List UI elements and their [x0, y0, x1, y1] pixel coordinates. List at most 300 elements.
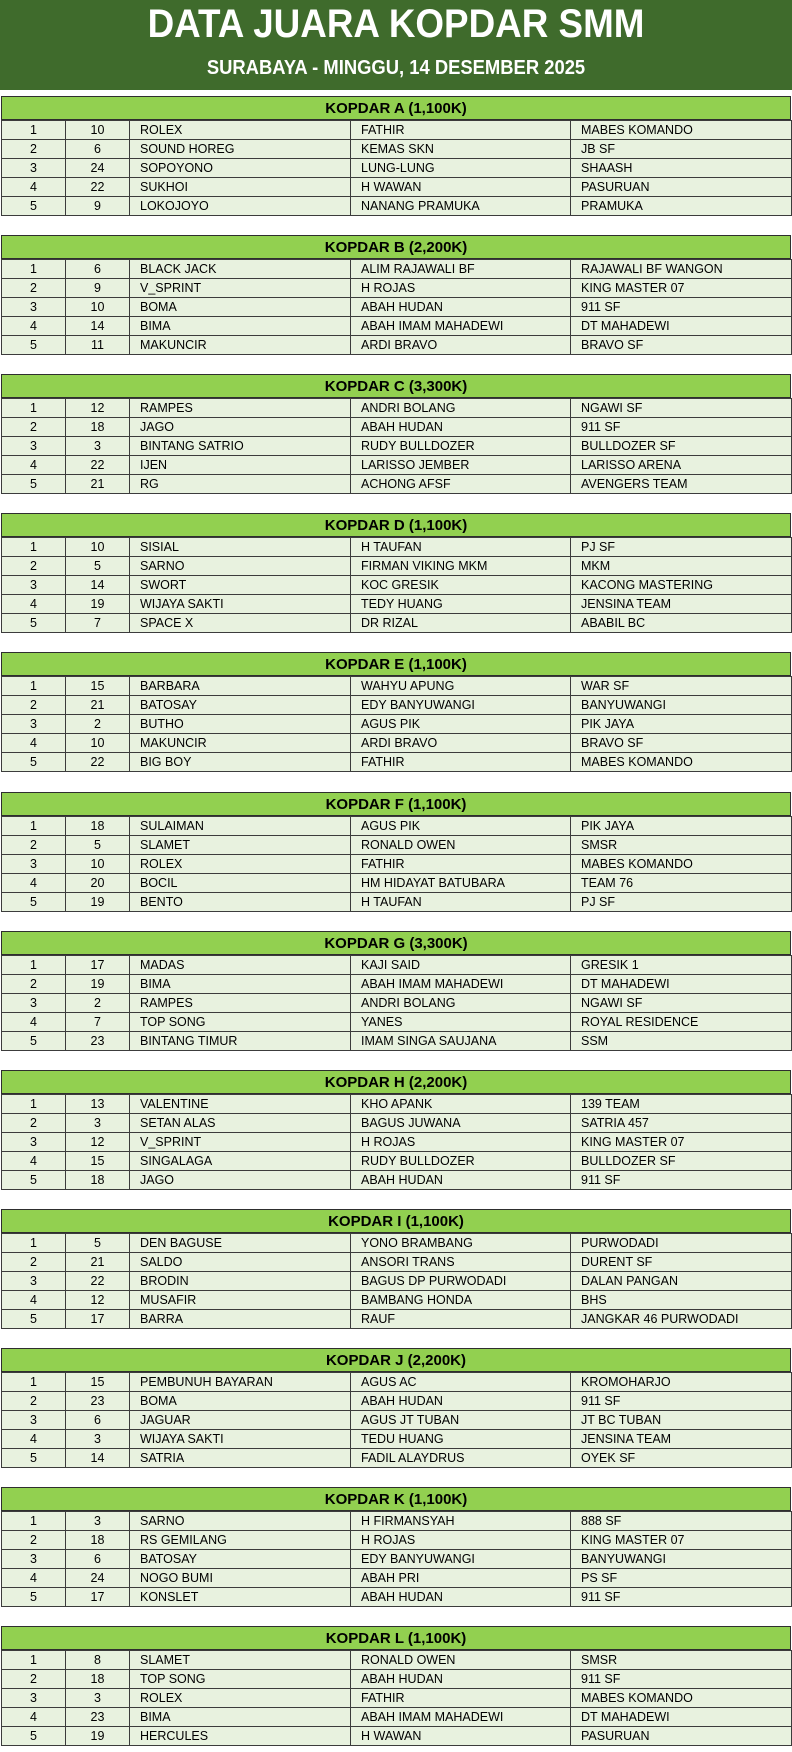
- rank-cell: 4: [2, 1013, 66, 1032]
- number-cell: 9: [66, 197, 130, 216]
- team-cell: DT MAHADEWI: [571, 975, 792, 994]
- table-row: [2, 1449, 792, 1468]
- team-cell: ROYAL RESIDENCE: [571, 1013, 792, 1032]
- rank-cell: 4: [2, 1291, 66, 1310]
- table-row: [2, 1392, 792, 1411]
- owner-cell: ABAH HUDAN: [351, 1392, 571, 1411]
- number-cell: 18: [66, 1670, 130, 1689]
- bird-name-cell: SALDO: [130, 1253, 351, 1272]
- team-cell: 911 SF: [571, 1588, 792, 1607]
- team-cell: DURENT SF: [571, 1253, 792, 1272]
- owner-cell: H WAWAN: [351, 1727, 571, 1746]
- section-title: KOPDAR C (3,300K): [1, 374, 791, 398]
- number-cell: 10: [66, 855, 130, 874]
- team-cell: SSM: [571, 1032, 792, 1051]
- team-cell: PS SF: [571, 1569, 792, 1588]
- bird-name-cell: MAKUNCIR: [130, 336, 351, 355]
- bird-name-cell: V_SPRINT: [130, 1133, 351, 1152]
- team-cell: JANGKAR 46 PURWODADI: [571, 1310, 792, 1329]
- table-row: [2, 1550, 792, 1569]
- rank-cell: 4: [2, 1152, 66, 1171]
- table-row: [2, 1531, 792, 1550]
- number-cell: 14: [66, 1449, 130, 1468]
- owner-cell: KHO APANK: [351, 1095, 571, 1114]
- page-title: DATA JUARA KOPDAR SMM: [147, 2, 645, 46]
- rank-cell: 5: [2, 1310, 66, 1329]
- number-cell: 6: [66, 260, 130, 279]
- table-row: [2, 1032, 792, 1051]
- section-title: KOPDAR B (2,200K): [1, 235, 791, 259]
- kopdar-section: [1, 931, 791, 1051]
- bird-name-cell: SLAMET: [130, 1651, 351, 1670]
- bird-name-cell: MUSAFIR: [130, 1291, 351, 1310]
- owner-cell: ABAH IMAM MAHADEWI: [351, 317, 571, 336]
- kopdar-section: [1, 374, 791, 494]
- owner-cell: AGUS AC: [351, 1373, 571, 1392]
- team-cell: BULLDOZER SF: [571, 1152, 792, 1171]
- rank-cell: 3: [2, 437, 66, 456]
- number-cell: 8: [66, 1651, 130, 1670]
- owner-cell: DR RIZAL: [351, 614, 571, 633]
- table-row: [2, 159, 792, 178]
- bird-name-cell: BATOSAY: [130, 1550, 351, 1569]
- table-row: [2, 1013, 792, 1032]
- owner-cell: ABAH PRI: [351, 1569, 571, 1588]
- number-cell: 23: [66, 1032, 130, 1051]
- bird-name-cell: LOKOJOYO: [130, 197, 351, 216]
- team-cell: KACONG MASTERING: [571, 576, 792, 595]
- rank-cell: 2: [2, 140, 66, 159]
- rank-cell: 1: [2, 260, 66, 279]
- number-cell: 13: [66, 1095, 130, 1114]
- number-cell: 2: [66, 994, 130, 1013]
- team-cell: 911 SF: [571, 1171, 792, 1190]
- number-cell: 12: [66, 399, 130, 418]
- team-cell: JENSINA TEAM: [571, 1430, 792, 1449]
- table-row: [2, 317, 792, 336]
- results-table: [1, 537, 792, 633]
- number-cell: 18: [66, 418, 130, 437]
- number-cell: 5: [66, 1234, 130, 1253]
- owner-cell: AGUS PIK: [351, 715, 571, 734]
- owner-cell: NANANG PRAMUKA: [351, 197, 571, 216]
- bird-name-cell: MADAS: [130, 956, 351, 975]
- number-cell: 22: [66, 1272, 130, 1291]
- rank-cell: 4: [2, 874, 66, 893]
- table-row: [2, 197, 792, 216]
- kopdar-section: [1, 792, 791, 912]
- bird-name-cell: BOMA: [130, 298, 351, 317]
- kopdar-section: [1, 96, 791, 216]
- table-row: [2, 994, 792, 1013]
- table-row: [2, 1689, 792, 1708]
- number-cell: 3: [66, 437, 130, 456]
- results-table: [1, 1511, 792, 1607]
- team-cell: AVENGERS TEAM: [571, 475, 792, 494]
- team-cell: PIK JAYA: [571, 817, 792, 836]
- number-cell: 15: [66, 1152, 130, 1171]
- table-row: [2, 1512, 792, 1531]
- page-header: [0, 0, 792, 90]
- bird-name-cell: RAMPES: [130, 399, 351, 418]
- rank-cell: 3: [2, 1411, 66, 1430]
- number-cell: 21: [66, 1253, 130, 1272]
- table-row: [2, 475, 792, 494]
- section-title: KOPDAR J (2,200K): [1, 1348, 791, 1372]
- table-row: [2, 874, 792, 893]
- team-cell: PURWODADI: [571, 1234, 792, 1253]
- number-cell: 3: [66, 1114, 130, 1133]
- bird-name-cell: V_SPRINT: [130, 279, 351, 298]
- owner-cell: HM HIDAYAT BATUBARA: [351, 874, 571, 893]
- rank-cell: 1: [2, 121, 66, 140]
- table-row: [2, 1670, 792, 1689]
- owner-cell: H FIRMANSYAH: [351, 1512, 571, 1531]
- rank-cell: 3: [2, 1550, 66, 1569]
- number-cell: 2: [66, 715, 130, 734]
- owner-cell: FIRMAN VIKING MKM: [351, 557, 571, 576]
- bird-name-cell: BRODIN: [130, 1272, 351, 1291]
- table-row: [2, 1588, 792, 1607]
- team-cell: BULLDOZER SF: [571, 437, 792, 456]
- owner-cell: KAJI SAID: [351, 956, 571, 975]
- owner-cell: RUDY BULLDOZER: [351, 437, 571, 456]
- rank-cell: 5: [2, 197, 66, 216]
- team-cell: NGAWI SF: [571, 399, 792, 418]
- owner-cell: RONALD OWEN: [351, 1651, 571, 1670]
- owner-cell: ABAH HUDAN: [351, 1588, 571, 1607]
- table-row: [2, 1272, 792, 1291]
- number-cell: 19: [66, 1727, 130, 1746]
- owner-cell: BAGUS JUWANA: [351, 1114, 571, 1133]
- rank-cell: 1: [2, 1095, 66, 1114]
- owner-cell: KOC GRESIK: [351, 576, 571, 595]
- table-row: [2, 140, 792, 159]
- number-cell: 22: [66, 753, 130, 772]
- number-cell: 15: [66, 677, 130, 696]
- number-cell: 17: [66, 1310, 130, 1329]
- number-cell: 10: [66, 121, 130, 140]
- table-row: [2, 715, 792, 734]
- team-cell: WAR SF: [571, 677, 792, 696]
- section-title: KOPDAR E (1,100K): [1, 652, 791, 676]
- rank-cell: 4: [2, 1430, 66, 1449]
- table-row: [2, 855, 792, 874]
- owner-cell: FATHIR: [351, 855, 571, 874]
- rank-cell: 1: [2, 399, 66, 418]
- table-row: [2, 1651, 792, 1670]
- bird-name-cell: JAGUAR: [130, 1411, 351, 1430]
- team-cell: BRAVO SF: [571, 336, 792, 355]
- rank-cell: 2: [2, 1253, 66, 1272]
- table-row: [2, 538, 792, 557]
- rank-cell: 3: [2, 576, 66, 595]
- team-cell: ABABIL BC: [571, 614, 792, 633]
- bird-name-cell: JAGO: [130, 418, 351, 437]
- team-cell: PASURUAN: [571, 1727, 792, 1746]
- table-row: [2, 1310, 792, 1329]
- table-row: [2, 1234, 792, 1253]
- table-row: [2, 121, 792, 140]
- owner-cell: BAGUS DP PURWODADI: [351, 1272, 571, 1291]
- number-cell: 3: [66, 1512, 130, 1531]
- bird-name-cell: SULAIMAN: [130, 817, 351, 836]
- kopdar-section: [1, 1209, 791, 1329]
- owner-cell: EDY BANYUWANGI: [351, 1550, 571, 1569]
- team-cell: 888 SF: [571, 1512, 792, 1531]
- page-subtitle: SURABAYA - MINGGU, 14 DESEMBER 2025: [206, 57, 586, 79]
- rank-cell: 4: [2, 317, 66, 336]
- team-cell: PRAMUKA: [571, 197, 792, 216]
- rank-cell: 2: [2, 1392, 66, 1411]
- owner-cell: FATHIR: [351, 1689, 571, 1708]
- table-row: [2, 1373, 792, 1392]
- number-cell: 18: [66, 817, 130, 836]
- owner-cell: ABAH HUDAN: [351, 298, 571, 317]
- bird-name-cell: SINGALAGA: [130, 1152, 351, 1171]
- owner-cell: LARISSO JEMBER: [351, 456, 571, 475]
- team-cell: KING MASTER 07: [571, 279, 792, 298]
- rank-cell: 5: [2, 893, 66, 912]
- team-cell: JB SF: [571, 140, 792, 159]
- table-row: [2, 696, 792, 715]
- rank-cell: 2: [2, 557, 66, 576]
- table-row: [2, 1727, 792, 1746]
- owner-cell: ALIM RAJAWALI BF: [351, 260, 571, 279]
- number-cell: 18: [66, 1171, 130, 1190]
- bird-name-cell: SOPOYONO: [130, 159, 351, 178]
- rank-cell: 3: [2, 994, 66, 1013]
- rank-cell: 5: [2, 1727, 66, 1746]
- owner-cell: ABAH HUDAN: [351, 418, 571, 437]
- results-table: [1, 816, 792, 912]
- team-cell: 139 TEAM: [571, 1095, 792, 1114]
- bird-name-cell: PEMBUNUH BAYARAN: [130, 1373, 351, 1392]
- team-cell: BANYUWANGI: [571, 696, 792, 715]
- kopdar-section: [1, 652, 791, 772]
- owner-cell: EDY BANYUWANGI: [351, 696, 571, 715]
- bird-name-cell: BIMA: [130, 317, 351, 336]
- bird-name-cell: TOP SONG: [130, 1670, 351, 1689]
- rank-cell: 3: [2, 1133, 66, 1152]
- team-cell: 911 SF: [571, 418, 792, 437]
- bird-name-cell: BOCIL: [130, 874, 351, 893]
- table-row: [2, 614, 792, 633]
- rank-cell: 1: [2, 1512, 66, 1531]
- number-cell: 24: [66, 159, 130, 178]
- owner-cell: BAMBANG HONDA: [351, 1291, 571, 1310]
- rank-cell: 3: [2, 715, 66, 734]
- rank-cell: 4: [2, 734, 66, 753]
- table-row: [2, 1133, 792, 1152]
- bird-name-cell: ROLEX: [130, 121, 351, 140]
- section-title: KOPDAR I (1,100K): [1, 1209, 791, 1233]
- bird-name-cell: SISIAL: [130, 538, 351, 557]
- bird-name-cell: BINTANG SATRIO: [130, 437, 351, 456]
- rank-cell: 1: [2, 1234, 66, 1253]
- team-cell: SHAASH: [571, 159, 792, 178]
- kopdar-section: [1, 513, 791, 633]
- table-row: [2, 336, 792, 355]
- rank-cell: 4: [2, 178, 66, 197]
- team-cell: TEAM 76: [571, 874, 792, 893]
- table-row: [2, 753, 792, 772]
- kopdar-section: [1, 235, 791, 355]
- number-cell: 9: [66, 279, 130, 298]
- owner-cell: WAHYU APUNG: [351, 677, 571, 696]
- table-row: [2, 1291, 792, 1310]
- team-cell: MABES KOMANDO: [571, 855, 792, 874]
- bird-name-cell: SARNO: [130, 557, 351, 576]
- team-cell: 911 SF: [571, 1392, 792, 1411]
- team-cell: MABES KOMANDO: [571, 121, 792, 140]
- bird-name-cell: TOP SONG: [130, 1013, 351, 1032]
- number-cell: 15: [66, 1373, 130, 1392]
- section-title: KOPDAR F (1,100K): [1, 792, 791, 816]
- table-row: [2, 399, 792, 418]
- results-table: [1, 120, 792, 216]
- owner-cell: ARDI BRAVO: [351, 336, 571, 355]
- number-cell: 21: [66, 475, 130, 494]
- results-table: [1, 1094, 792, 1190]
- bird-name-cell: IJEN: [130, 456, 351, 475]
- table-row: [2, 298, 792, 317]
- team-cell: MKM: [571, 557, 792, 576]
- number-cell: 19: [66, 975, 130, 994]
- bird-name-cell: BATOSAY: [130, 696, 351, 715]
- owner-cell: IMAM SINGA SAUJANA: [351, 1032, 571, 1051]
- rank-cell: 4: [2, 1708, 66, 1727]
- number-cell: 19: [66, 595, 130, 614]
- results-table: [1, 1233, 792, 1329]
- bird-name-cell: BARRA: [130, 1310, 351, 1329]
- owner-cell: ACHONG AFSF: [351, 475, 571, 494]
- table-row: [2, 956, 792, 975]
- table-row: [2, 1708, 792, 1727]
- rank-cell: 2: [2, 1114, 66, 1133]
- rank-cell: 5: [2, 1588, 66, 1607]
- number-cell: 12: [66, 1133, 130, 1152]
- owner-cell: ABAH IMAM MAHADEWI: [351, 975, 571, 994]
- owner-cell: ANSORI TRANS: [351, 1253, 571, 1272]
- team-cell: PJ SF: [571, 538, 792, 557]
- rank-cell: 4: [2, 595, 66, 614]
- bird-name-cell: VALENTINE: [130, 1095, 351, 1114]
- team-cell: NGAWI SF: [571, 994, 792, 1013]
- bird-name-cell: ROLEX: [130, 1689, 351, 1708]
- number-cell: 23: [66, 1392, 130, 1411]
- team-cell: PJ SF: [571, 893, 792, 912]
- number-cell: 20: [66, 874, 130, 893]
- number-cell: 14: [66, 576, 130, 595]
- team-cell: JENSINA TEAM: [571, 595, 792, 614]
- team-cell: OYEK SF: [571, 1449, 792, 1468]
- number-cell: 6: [66, 140, 130, 159]
- team-cell: KROMOHARJO: [571, 1373, 792, 1392]
- section-title: KOPDAR K (1,100K): [1, 1487, 791, 1511]
- team-cell: PIK JAYA: [571, 715, 792, 734]
- bird-name-cell: BIMA: [130, 1708, 351, 1727]
- team-cell: BRAVO SF: [571, 734, 792, 753]
- table-row: [2, 595, 792, 614]
- bird-name-cell: KONSLET: [130, 1588, 351, 1607]
- rank-cell: 5: [2, 614, 66, 633]
- number-cell: 21: [66, 696, 130, 715]
- rank-cell: 5: [2, 1449, 66, 1468]
- results-table: [1, 1372, 792, 1468]
- kopdar-section: [1, 1487, 791, 1607]
- table-row: [2, 1114, 792, 1133]
- owner-cell: LUNG-LUNG: [351, 159, 571, 178]
- owner-cell: AGUS PIK: [351, 817, 571, 836]
- owner-cell: TEDU HUANG: [351, 1430, 571, 1449]
- table-row: [2, 260, 792, 279]
- rank-cell: 3: [2, 1272, 66, 1291]
- bird-name-cell: BENTO: [130, 893, 351, 912]
- table-row: [2, 975, 792, 994]
- bird-name-cell: SWORT: [130, 576, 351, 595]
- section-title: KOPDAR H (2,200K): [1, 1070, 791, 1094]
- owner-cell: YANES: [351, 1013, 571, 1032]
- results-table: [1, 1650, 792, 1746]
- owner-cell: RUDY BULLDOZER: [351, 1152, 571, 1171]
- owner-cell: ANDRI BOLANG: [351, 994, 571, 1013]
- results-table: [1, 676, 792, 772]
- bird-name-cell: BIMA: [130, 975, 351, 994]
- table-row: [2, 1171, 792, 1190]
- table-row: [2, 1253, 792, 1272]
- table-row: [2, 734, 792, 753]
- number-cell: 22: [66, 456, 130, 475]
- team-cell: MABES KOMANDO: [571, 753, 792, 772]
- team-cell: KING MASTER 07: [571, 1133, 792, 1152]
- number-cell: 17: [66, 956, 130, 975]
- owner-cell: ARDI BRAVO: [351, 734, 571, 753]
- rank-cell: 1: [2, 1651, 66, 1670]
- bird-name-cell: BOMA: [130, 1392, 351, 1411]
- owner-cell: RONALD OWEN: [351, 836, 571, 855]
- team-cell: SMSR: [571, 1651, 792, 1670]
- number-cell: 10: [66, 298, 130, 317]
- owner-cell: H ROJAS: [351, 279, 571, 298]
- table-row: [2, 576, 792, 595]
- team-cell: SATRIA 457: [571, 1114, 792, 1133]
- rank-cell: 2: [2, 836, 66, 855]
- bird-name-cell: SUKHOI: [130, 178, 351, 197]
- rank-cell: 5: [2, 336, 66, 355]
- rank-cell: 4: [2, 1569, 66, 1588]
- owner-cell: H ROJAS: [351, 1133, 571, 1152]
- bird-name-cell: BARBARA: [130, 677, 351, 696]
- table-row: [2, 1569, 792, 1588]
- rank-cell: 2: [2, 418, 66, 437]
- number-cell: 5: [66, 557, 130, 576]
- section-title: KOPDAR G (3,300K): [1, 931, 791, 955]
- table-row: [2, 557, 792, 576]
- team-cell: DALAN PANGAN: [571, 1272, 792, 1291]
- number-cell: 19: [66, 893, 130, 912]
- number-cell: 17: [66, 1588, 130, 1607]
- owner-cell: TEDY HUANG: [351, 595, 571, 614]
- bird-name-cell: BLACK JACK: [130, 260, 351, 279]
- number-cell: 6: [66, 1550, 130, 1569]
- rank-cell: 3: [2, 1689, 66, 1708]
- team-cell: MABES KOMANDO: [571, 1689, 792, 1708]
- table-row: [2, 1095, 792, 1114]
- owner-cell: KEMAS SKN: [351, 140, 571, 159]
- results-table: [1, 259, 792, 355]
- rank-cell: 4: [2, 456, 66, 475]
